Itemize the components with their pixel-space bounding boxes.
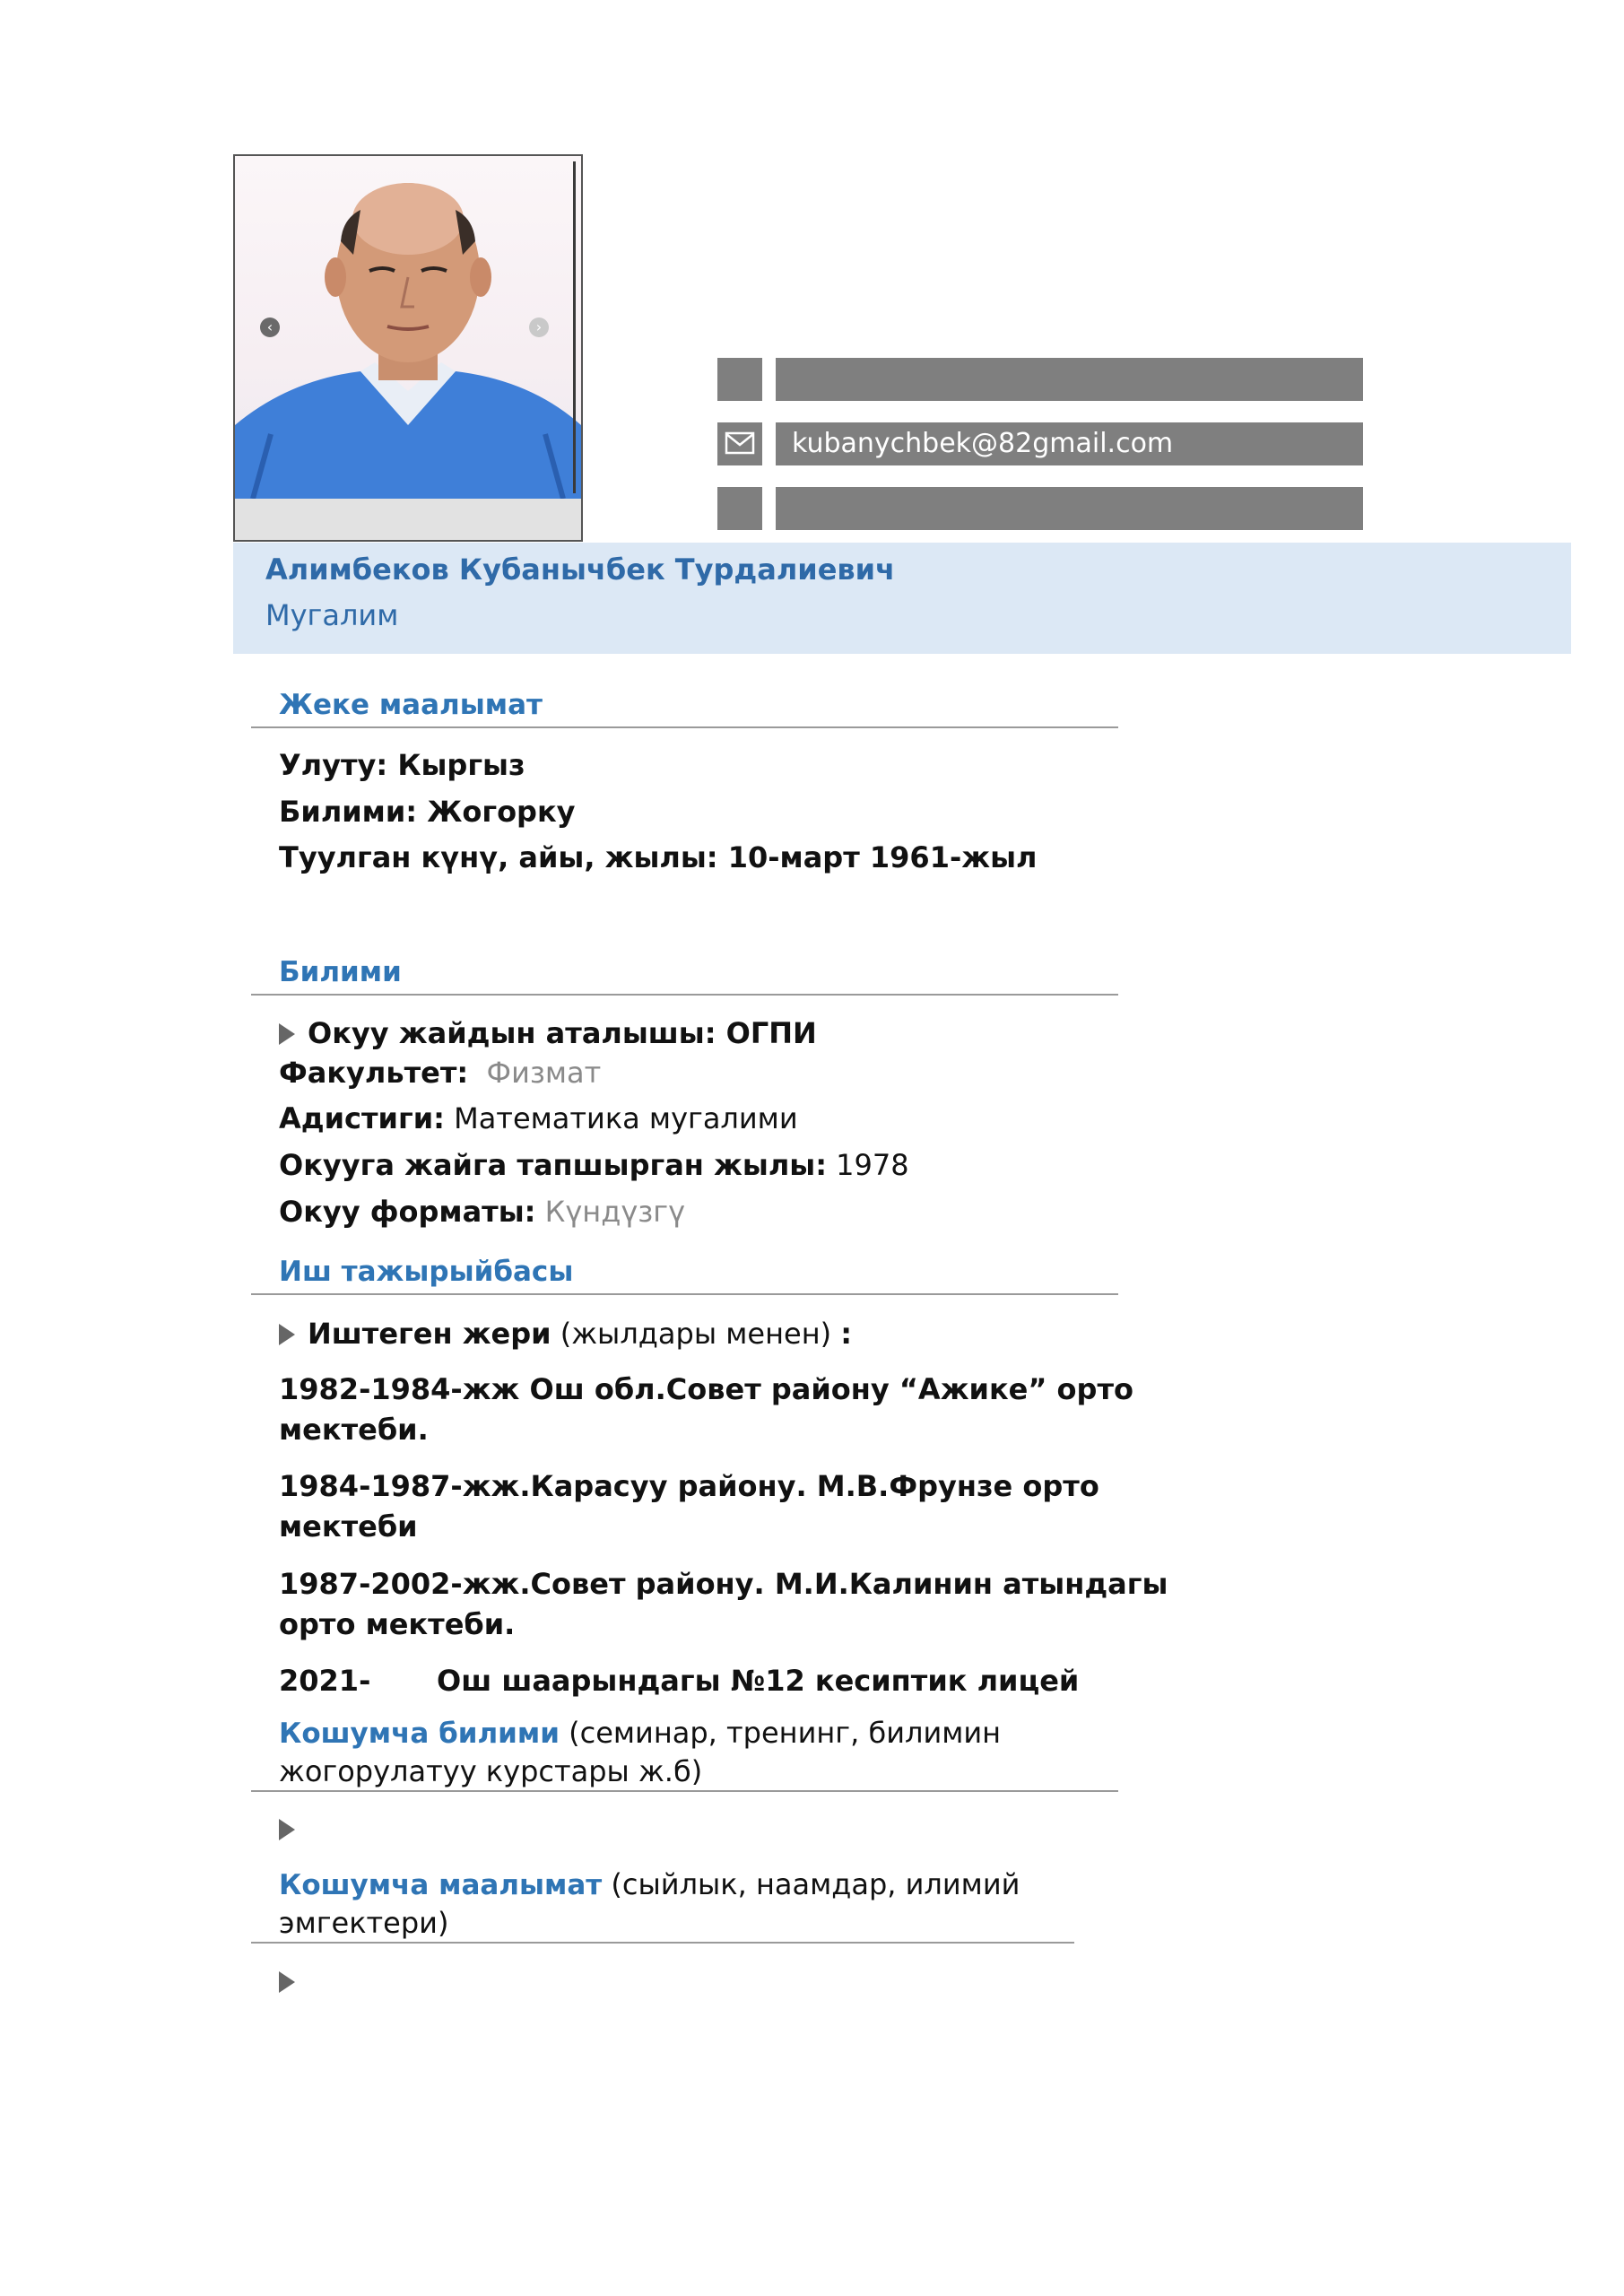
phone-icon-box [717,358,762,401]
experience-current-year: 2021- [279,1664,371,1698]
additional-info-note-2: эмгектери) [279,1906,449,1940]
additional-info-note-1: (сыйлык, наамдар, илимий [611,1867,1020,1901]
specialty-value: Математика мугалими [454,1101,798,1135]
institution-label: Окуу жайдын аталышы: [308,1016,716,1050]
nationality-value: Кыргыз [397,748,525,782]
education-level-label: Билими: [279,795,418,829]
specialty-row [279,1101,798,1135]
education-divider [251,994,1118,996]
faculty-label: Факультет: [279,1056,469,1090]
personal-info-heading: Жеке маалымат [279,689,543,721]
birth-date-value: 10-март 1961-жыл [727,840,1038,874]
study-format-row [279,1195,685,1229]
admission-label: Окууга жайга тапшырган жылы: [279,1148,827,1182]
workplace-note: (жылдары менен) [560,1317,832,1351]
email-field[interactable]: kubanychbek@82gmail.com [776,422,1363,465]
photo-edge-line [573,161,576,493]
birth-date-label: Туулган күнү, айы, жылы: [279,840,718,874]
full-name: Алимбеков Кубанычбек Турдалиевич [265,552,896,587]
experience-current-place: Ош шаарындагы №12 кесиптик лицей [437,1664,1080,1698]
profile-photo [233,154,583,542]
institution-row [279,1016,817,1050]
personal-info-divider [251,726,1118,728]
additional-education-note-2: жогорулатуу курстары ж.б) [279,1754,703,1788]
experience-divider [251,1293,1118,1295]
workplace-row [279,1317,852,1351]
job-position: Мугалим [265,598,399,632]
study-format-label: Окуу форматы: [279,1195,536,1229]
triangle-bullet-icon [279,1819,295,1840]
study-format-value: Күндүзгү [544,1195,686,1229]
institution-value: ОГПИ [725,1016,817,1050]
birth-date-row [279,840,1037,874]
additional-info-bullet [279,1971,295,1996]
education-level-value: Жогорку [427,795,576,829]
phone-field [776,358,1363,401]
workplace-colon: : [840,1317,853,1351]
nationality-label: Улуту: [279,748,388,782]
photo-caption-strip [235,499,581,540]
portrait-image [235,156,581,499]
experience-entry-3-line2: орто мектеби. [279,1607,516,1641]
education-heading: Билими [279,956,402,988]
nationality-row [279,748,525,782]
envelope-icon [717,422,762,465]
additional-education-row [279,1716,1001,1750]
faculty-value: Физмат [486,1056,602,1090]
address-icon-box [717,487,762,530]
additional-info-divider [251,1942,1074,1944]
additional-education-note-1: (семинар, тренинг, билимин [569,1716,1002,1750]
photo-next-button[interactable]: › [529,317,549,337]
additional-education-bullet [279,1819,295,1844]
additional-info-row [279,1867,1020,1901]
experience-entry-3-line1: 1987-2002-жж.Совет району. М.И.Калинин атындагы [279,1567,1168,1601]
specialty-label: Адистиги: [279,1101,445,1135]
experience-entry-2-line1: 1984-1987-жж.Карасуу району. М.В.Фрунзе орто [279,1469,1099,1503]
triangle-bullet-icon [279,1324,295,1345]
admission-row [279,1148,909,1182]
photo-prev-button[interactable]: ‹ [260,317,280,337]
workplace-label: Иштеген жери [308,1317,551,1351]
admission-value: 1978 [836,1148,909,1182]
additional-education-heading: Кошумча билими [279,1718,560,1750]
education-level-row [279,795,576,829]
experience-heading: Иш тажырыйбасы [279,1256,574,1288]
additional-info-heading: Кошумча маалымат [279,1869,603,1901]
additional-education-divider [251,1790,1118,1792]
address-field [776,487,1363,530]
triangle-bullet-icon [279,1971,295,1993]
experience-entry-2-line2: мектеби [279,1509,418,1544]
experience-entry-1-line2: мектеби. [279,1413,429,1447]
triangle-bullet-icon [279,1023,295,1045]
faculty-row [279,1056,601,1090]
experience-entry-1-line1: 1982-1984-жж Ош обл.Совет району “Ажике” орто [279,1372,1133,1406]
